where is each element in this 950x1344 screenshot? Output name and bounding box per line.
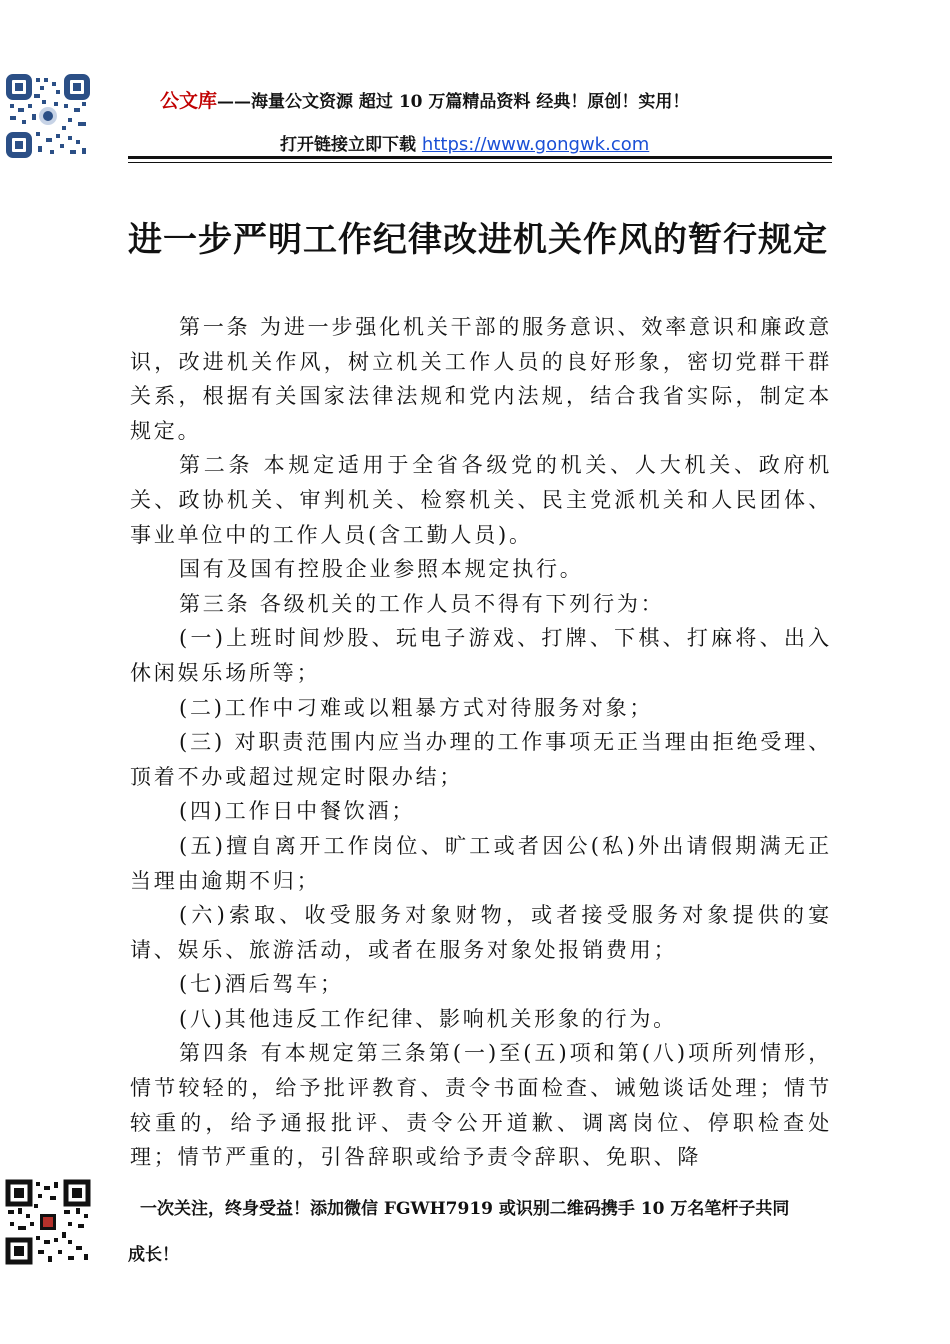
paragraph: (五)擅自离开工作岗位、旷工或者因公(私)外出请假期满无正当理由逾期不归；: [130, 833, 832, 893]
qr-code-bottom: [4, 1178, 92, 1266]
paragraph: (三) 对职责范围内应当办理的工作事项无正当理由拒绝受理、顶着不办或超过规定时限办结；: [130, 730, 832, 789]
download-prompt: 打开链接立即下载: [280, 135, 416, 155]
footer-text: 一次关注，终身受益！添加微信 FGWH7919 或识别二维码携手 10 万名笔杆子共同: [140, 1199, 790, 1219]
paragraph: (二)工作中刁难或以粗暴方式对待服务对象；: [179, 695, 654, 720]
paragraph: (四)工作日中餐饮酒；: [179, 799, 416, 824]
paragraph: 国有及国有控股企业参照本规定执行。: [179, 557, 584, 582]
header-banner: [160, 86, 800, 113]
paragraph: 第四条 有本规定第三条第(一)至(五)项和第(八)项所列情形，情节较轻的，给予批评教育、责令书面检查、诫勉谈话处理；情节较重的，给予通报批评、责令公开道歉、调离岗位、停职检查处理；情节严重的，引咎辞职或给予责令辞职、免职、降: [130, 1041, 832, 1170]
download-line: [280, 130, 649, 155]
brand-name: 公文库: [160, 90, 218, 112]
paragraph: (七)酒后驾车；: [179, 972, 344, 997]
qr-code-top: [4, 72, 92, 160]
document-body: [130, 310, 832, 1175]
website-link[interactable]: https://www.gongwk.com: [421, 134, 650, 155]
document-title: 进一步严明工作纪律改进机关作风的暂行规定: [128, 220, 828, 260]
header-rule-thin: [128, 162, 832, 163]
paragraph: (一)上班时间炒股、玩电子游戏、打牌、下棋、打麻将、出入休闲娱乐场所等；: [130, 626, 832, 685]
header-rule-thick: [128, 156, 832, 159]
paragraph: (六)索取、收受服务对象财物，或者接受服务对象提供的宴请、娱乐、旅游活动，或者在服务对象处报销费用；: [130, 903, 832, 962]
paragraph: 第一条 为进一步强化机关干部的服务意识、效率意识和廉政意识，改进机关作风，树立机关工作人员的良好形象，密切党群干群关系，根据有关国家法律法规和党内法规，结合我省实际，制定本规定。: [130, 315, 832, 443]
paragraph: 第二条 本规定适用于全省各级党的机关、人大机关、政府机关、政协机关、审判机关、检察机关、民主党派机关和人民团体、事业单位中的工作人员(含工勤人员)。: [130, 453, 832, 547]
footer-text-end: 成长！: [128, 1245, 179, 1265]
header-tagline: ——海量公文资源 超过 10 万篇精品资料 经典！原创！实用！: [217, 92, 690, 112]
paragraph: (八)其他违反工作纪律、影响机关形象的行为。: [179, 1006, 677, 1031]
paragraph: 第三条 各级机关的工作人员不得有下列行为：: [179, 591, 665, 616]
